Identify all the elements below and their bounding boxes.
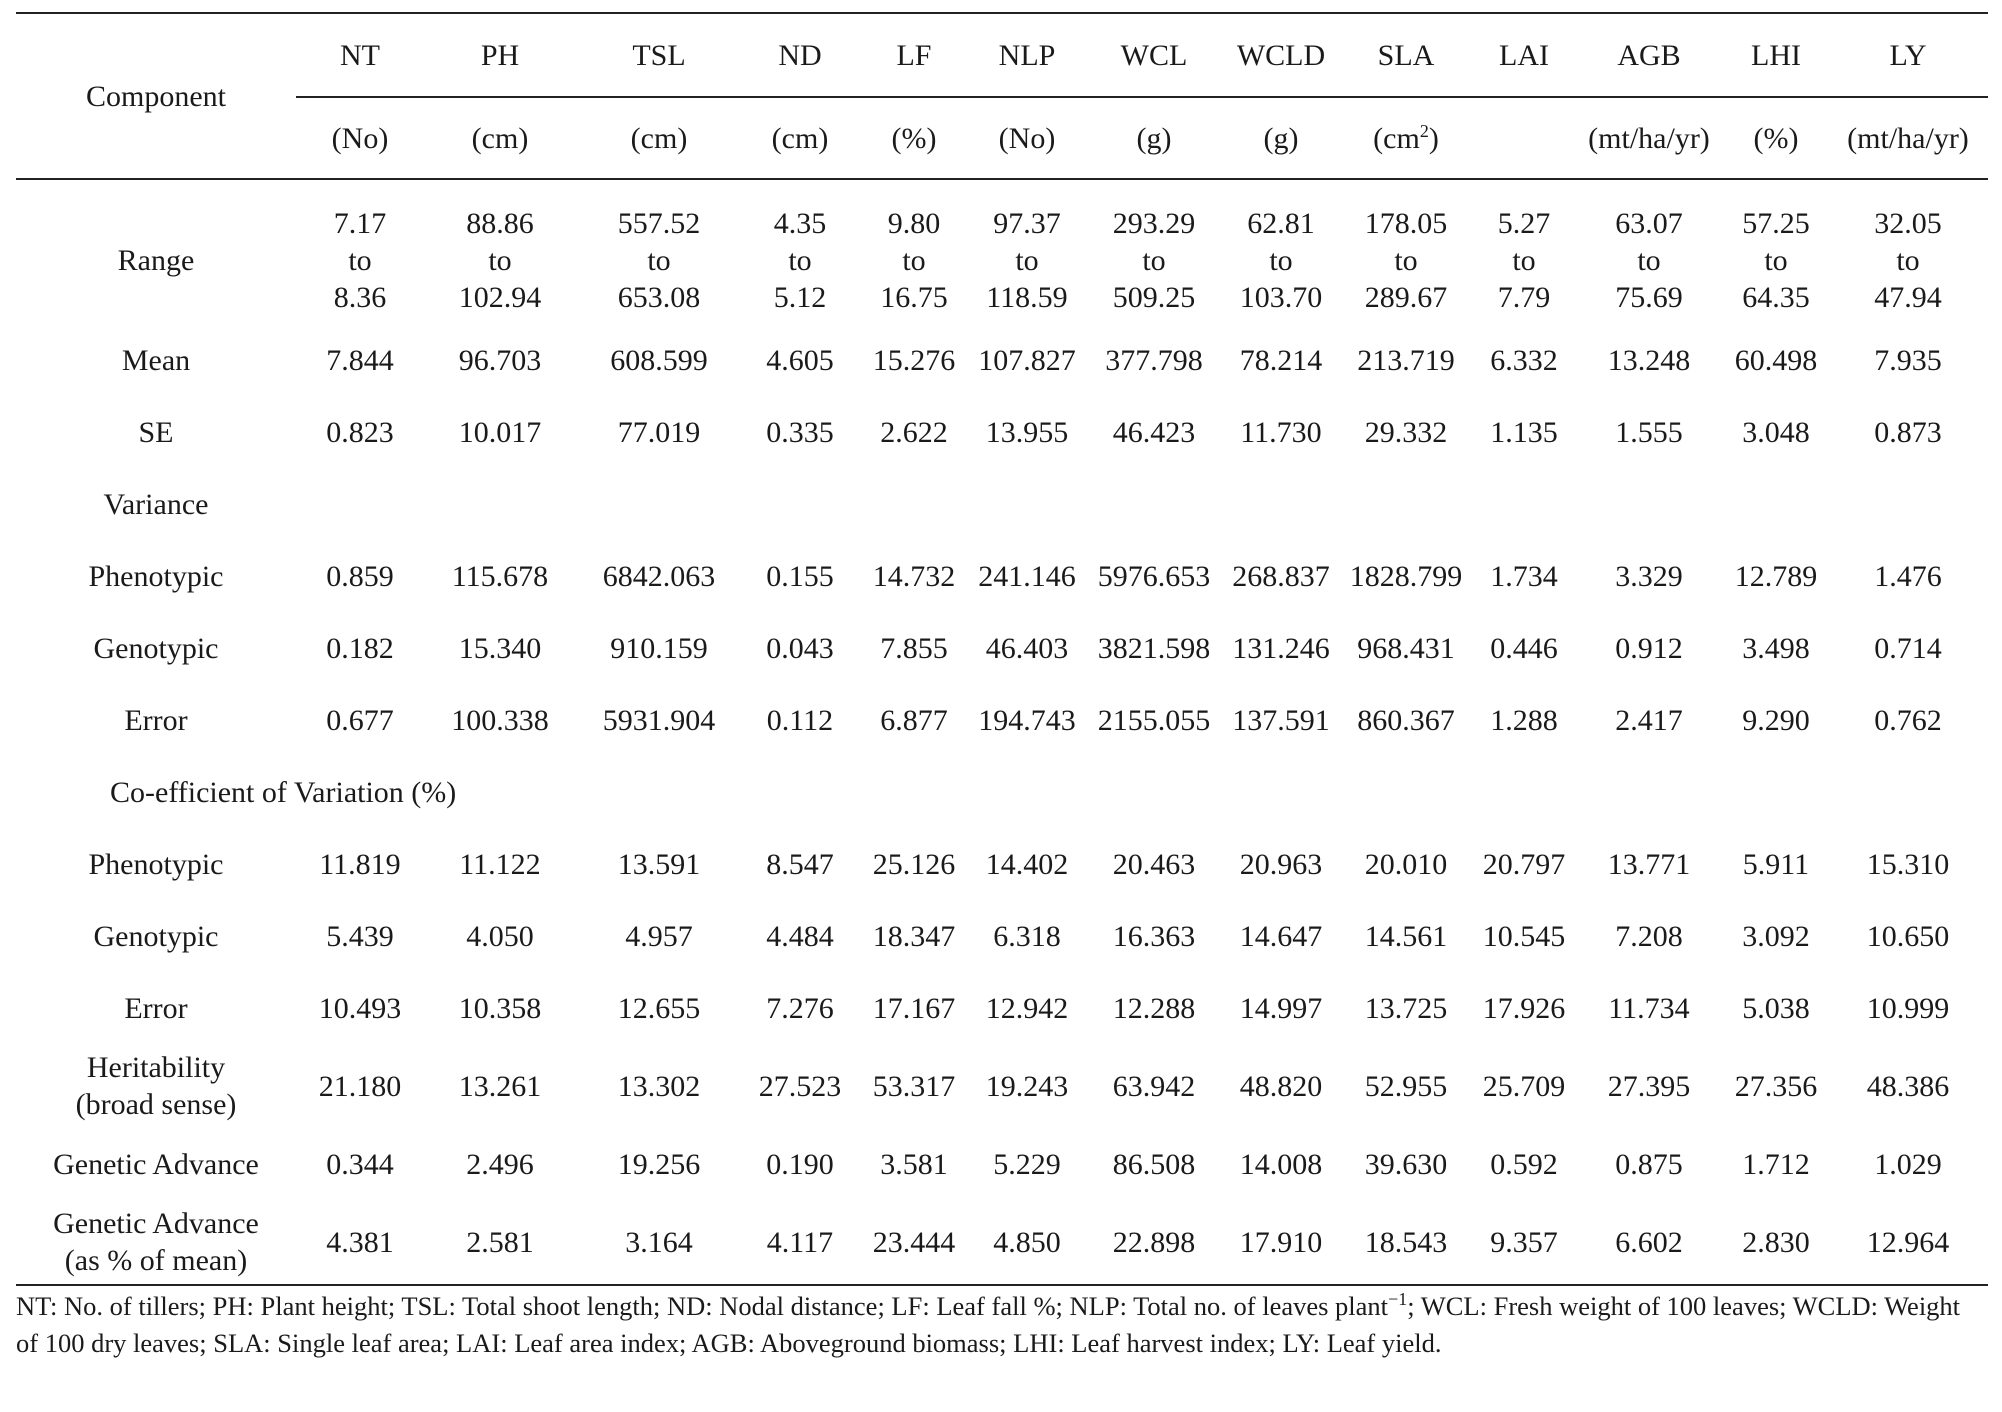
column-unit-nt: [296, 97, 424, 179]
cell-wcl: 377.798: [1105, 343, 1203, 377]
cell-ph: 100.338: [451, 703, 549, 737]
cell-sla: 52.955: [1364, 1069, 1448, 1103]
cell-tsl: 910.159: [610, 631, 708, 665]
column-unit-wcld: [1224, 97, 1338, 179]
row-label-line1: Mean: [121, 343, 191, 377]
row-label: [16, 1128, 296, 1200]
component-header: Component: [16, 13, 296, 179]
cell-ph: 15.340: [458, 631, 542, 665]
unit-superscript: 2: [1419, 120, 1429, 141]
range-cell-wcld: [1224, 179, 1338, 324]
cell-wcld: 78.214: [1239, 343, 1323, 377]
cell-lai: 1.135: [1490, 415, 1558, 449]
unit-text: (cm): [471, 121, 529, 155]
cell-lf: 17.167: [872, 991, 956, 1025]
column-unit-tsl: [576, 97, 742, 179]
section-heading: [16, 468, 1988, 540]
range-connector: to: [488, 243, 512, 277]
cell-sla: 860.367: [1357, 703, 1455, 737]
range-low: 88.86: [466, 206, 534, 240]
cell-nt: 10.493: [318, 991, 402, 1025]
table-row: [16, 900, 1988, 972]
range-cell-lai: [1474, 179, 1574, 324]
range-cell-ly: [1828, 179, 1988, 324]
table-row: [16, 828, 1988, 900]
cell-sla: 968.431: [1357, 631, 1455, 665]
range-high: 102.94: [458, 280, 542, 314]
cell-tsl: 77.019: [617, 415, 701, 449]
cell-sla: 1828.799: [1349, 559, 1463, 593]
cell-nd: 0.155: [766, 559, 834, 593]
table-header: [16, 13, 1988, 179]
cell-ph: 96.703: [458, 343, 542, 377]
cell-agb: 13.248: [1607, 343, 1691, 377]
column-unit-lhi: [1724, 97, 1828, 179]
row-label-line1: SE: [138, 415, 174, 449]
cell-wcld: 14.008: [1239, 1147, 1323, 1181]
range-connector: to: [1637, 243, 1661, 277]
row-label-line1: Genotypic: [93, 631, 219, 665]
cell-nlp: 19.243: [985, 1069, 1069, 1103]
cell-agb: 3.329: [1615, 559, 1683, 593]
cell-agb: 0.875: [1615, 1147, 1683, 1181]
cell-agb: 13.771: [1607, 847, 1691, 881]
cell-ly: 48.386: [1866, 1069, 1950, 1103]
cell-lf: 14.732: [872, 559, 956, 593]
cell-sla: 39.630: [1364, 1147, 1448, 1181]
cell-wcld: 48.820: [1239, 1069, 1323, 1103]
range-high: 8.36: [333, 280, 387, 314]
range-cell-lf: [858, 179, 970, 324]
cell-nd: 0.190: [766, 1147, 834, 1181]
row-label-line1: Genetic Advance: [53, 1207, 259, 1240]
row-label: [16, 900, 296, 972]
cell-nlp: 12.942: [985, 991, 1069, 1025]
cell-wcl: 5976.653: [1097, 559, 1211, 593]
column-header-wcld: WCLD: [1224, 13, 1338, 97]
table-row: [16, 540, 1988, 612]
column-unit-agb: [1574, 97, 1724, 179]
cell-lai: 0.592: [1490, 1147, 1558, 1181]
range-low: 9.80: [887, 206, 941, 240]
column-header-lf: LF: [858, 13, 970, 97]
range-cell-nt: [296, 179, 424, 324]
cell-lai: 6.332: [1490, 343, 1558, 377]
cell-agb: 0.912: [1615, 631, 1683, 665]
range-high: 16.75: [880, 280, 948, 314]
row-label-line1: Error: [124, 991, 188, 1025]
cell-nt: 11.819: [319, 847, 401, 881]
table-body: [16, 179, 1988, 1285]
section-row: [16, 468, 1988, 540]
cell-ly: 7.935: [1874, 343, 1942, 377]
cell-wcl: 3821.598: [1097, 631, 1211, 665]
cell-nd: 7.276: [766, 991, 834, 1025]
range-cell-lhi: [1724, 179, 1828, 324]
cell-ly: 15.310: [1866, 847, 1950, 881]
footnote-superscript: −1: [1388, 1289, 1408, 1310]
range-low: 97.37: [993, 206, 1061, 240]
cell-lai: 20.797: [1482, 847, 1566, 881]
cell-lhi: 3.092: [1742, 919, 1810, 953]
cell-lai: 25.709: [1482, 1069, 1566, 1103]
header-row-abbreviations: [16, 13, 1988, 97]
cell-agb: 6.602: [1574, 1200, 1724, 1285]
cell-tsl: 19.256: [617, 1147, 701, 1181]
cell-nt: 7.844: [326, 343, 394, 377]
cell-sla: 14.561: [1364, 919, 1448, 953]
cell-wcl: 16.363: [1112, 919, 1196, 953]
range-high: 118.59: [986, 280, 1068, 314]
cell-lhi: 3.498: [1742, 631, 1810, 665]
cell-ly: 0.762: [1874, 703, 1942, 737]
row-label: [16, 828, 296, 900]
column-unit-nd: [742, 97, 858, 179]
table-footnote: [16, 1288, 1988, 1362]
cell-lf: 7.855: [880, 631, 948, 665]
header-row-units: [16, 97, 1988, 179]
range-high: 289.67: [1364, 280, 1448, 314]
cell-lf: 23.444: [858, 1200, 970, 1285]
cell-tsl: 13.591: [617, 847, 701, 881]
row-label: [16, 612, 296, 684]
row-label: [16, 684, 296, 756]
range-high: 653.08: [617, 280, 701, 314]
cell-lf: 15.276: [872, 343, 956, 377]
cell-wcl: 22.898: [1084, 1200, 1224, 1285]
column-header-lhi: LHI: [1724, 13, 1828, 97]
table-row: [16, 684, 1988, 756]
table-row-range: [16, 179, 1988, 324]
cell-ph: 2.581: [424, 1200, 576, 1285]
cell-sla: 29.332: [1364, 415, 1448, 449]
section-label: Co-efficient of Variation (%): [110, 775, 457, 809]
row-label-range: Range: [117, 243, 195, 277]
cell-wcld: 14.997: [1239, 991, 1323, 1025]
range-cell-agb: [1574, 179, 1724, 324]
cell-nt: 5.439: [326, 919, 394, 953]
cell-sla: 20.010: [1364, 847, 1448, 881]
range-high: 509.25: [1112, 280, 1196, 314]
cell-wcld: 268.837: [1232, 559, 1330, 593]
cell-wcld: 11.730: [1240, 415, 1322, 449]
genetic-parameters-table-container: [16, 12, 1988, 1286]
cell-lhi: 5.911: [1742, 847, 1810, 881]
cell-tsl: 3.164: [576, 1200, 742, 1285]
range-connector: to: [1512, 243, 1536, 277]
cell-lf: 6.877: [880, 703, 948, 737]
cell-lf: 2.622: [880, 415, 948, 449]
cell-wcl: 46.423: [1112, 415, 1196, 449]
row-label-line2: (as % of mean): [64, 1244, 248, 1277]
unit-text: (g): [1136, 121, 1172, 155]
row-label: [16, 1044, 296, 1128]
column-header-tsl: TSL: [576, 13, 742, 97]
range-low: 293.29: [1112, 206, 1196, 240]
cell-tsl: 608.599: [610, 343, 708, 377]
cell-nlp: 4.850: [970, 1200, 1084, 1285]
cell-ly: 10.650: [1866, 919, 1950, 953]
column-unit-sla: [1338, 97, 1474, 179]
cell-nlp: 14.402: [985, 847, 1069, 881]
section-label: Variance: [103, 487, 209, 521]
row-label: [16, 1200, 296, 1285]
cell-nt: 4.381: [296, 1200, 424, 1285]
cell-nlp: 241.146: [978, 559, 1076, 593]
cell-nlp: 107.827: [978, 343, 1076, 377]
range-high: 5.12: [773, 280, 827, 314]
cell-ly: 12.964: [1828, 1200, 1988, 1285]
column-unit-lf: [858, 97, 970, 179]
footnote-text-part1: NT: No. of tillers; PH: Plant height; TSL: Total shoot length; ND: Nodal distance; LF: Leaf fall %; NLP: Total no. of leaves plant: [16, 1291, 1389, 1321]
cell-tsl: 12.655: [617, 991, 701, 1025]
unit-text: (No): [998, 121, 1056, 155]
genetic-parameters-table: [16, 12, 1988, 1286]
row-label: [16, 324, 296, 396]
cell-ph: 10.358: [458, 991, 542, 1025]
cell-nd: 0.335: [766, 415, 834, 449]
cell-lhi: 12.789: [1734, 559, 1818, 593]
column-unit-lai: [1474, 97, 1574, 179]
range-low: 557.52: [617, 206, 701, 240]
cell-wcl: 2155.055: [1097, 703, 1211, 737]
cell-ph: 13.261: [458, 1069, 542, 1103]
cell-lai: 1.734: [1490, 559, 1558, 593]
cell-nd: 27.523: [758, 1069, 842, 1103]
cell-agb: 27.395: [1607, 1069, 1691, 1103]
cell-wcl: 86.508: [1112, 1147, 1196, 1181]
range-connector: to: [348, 243, 372, 277]
cell-nd: 4.117: [742, 1200, 858, 1285]
range-high: 103.70: [1239, 280, 1323, 314]
range-low: 63.07: [1615, 206, 1683, 240]
cell-nt: 0.344: [326, 1147, 394, 1181]
cell-nd: 0.112: [766, 703, 834, 737]
cell-lhi: 9.290: [1742, 703, 1810, 737]
unit-text: (No): [331, 121, 389, 155]
range-high: 64.35: [1742, 280, 1810, 314]
column-header-nt: NT: [296, 13, 424, 97]
column-unit-ph: [424, 97, 576, 179]
cell-nt: 0.823: [326, 415, 394, 449]
cell-tsl: 13.302: [617, 1069, 701, 1103]
range-connector: to: [1896, 243, 1920, 277]
cell-lhi: 60.498: [1734, 343, 1818, 377]
range-connector: to: [1764, 243, 1788, 277]
table-row: [16, 324, 1988, 396]
row-label: [16, 396, 296, 468]
cell-lf: 53.317: [872, 1069, 956, 1103]
cell-ph: 115.678: [451, 559, 549, 593]
section-heading: [16, 756, 1988, 828]
column-header-ph: PH: [424, 13, 576, 97]
cell-lf: 3.581: [880, 1147, 948, 1181]
column-header-nlp: NLP: [970, 13, 1084, 97]
range-cell-nd: [742, 179, 858, 324]
row-label: [16, 972, 296, 1044]
table-row: [16, 1200, 1988, 1285]
column-unit-ly: [1828, 97, 1988, 179]
cell-nt: 0.182: [326, 631, 394, 665]
cell-nd: 8.547: [766, 847, 834, 881]
cell-ph: 11.122: [459, 847, 541, 881]
row-label: [16, 540, 296, 612]
cell-agb: 2.417: [1615, 703, 1683, 737]
cell-agb: 11.734: [1608, 991, 1690, 1025]
unit-text: (%): [1753, 121, 1799, 155]
cell-tsl: 6842.063: [602, 559, 716, 593]
column-unit-wcl: [1084, 97, 1224, 179]
row-label-line1: Phenotypic: [88, 559, 224, 593]
range-low: 57.25: [1742, 206, 1810, 240]
cell-tsl: 5931.904: [602, 703, 716, 737]
cell-nt: 21.180: [318, 1069, 402, 1103]
range-high: 75.69: [1615, 280, 1683, 314]
cell-wcld: 137.591: [1232, 703, 1330, 737]
range-low: 178.05: [1364, 206, 1448, 240]
unit-text: (%): [891, 121, 937, 155]
cell-wcl: 20.463: [1112, 847, 1196, 881]
cell-wcld: 17.910: [1224, 1200, 1338, 1285]
cell-lai: 10.545: [1482, 919, 1566, 953]
cell-ly: 0.873: [1874, 415, 1942, 449]
cell-nlp: 5.229: [993, 1147, 1061, 1181]
cell-nlp: 46.403: [985, 631, 1069, 665]
column-header-sla: SLA: [1338, 13, 1474, 97]
unit-text: (g): [1263, 121, 1299, 155]
range-cell-tsl: [576, 179, 742, 324]
cell-lhi: 5.038: [1742, 991, 1810, 1025]
column-header-lai: LAI: [1474, 13, 1574, 97]
range-low: 5.27: [1497, 206, 1551, 240]
row-label-line1: Error: [124, 703, 188, 737]
cell-lf: 18.347: [872, 919, 956, 953]
range-connector: to: [788, 243, 812, 277]
cell-ly: 10.999: [1866, 991, 1950, 1025]
cell-lai: 1.288: [1490, 703, 1558, 737]
cell-agb: 1.555: [1615, 415, 1683, 449]
cell-lai: 9.357: [1474, 1200, 1574, 1285]
table-row: [16, 972, 1988, 1044]
range-low: 32.05: [1874, 206, 1942, 240]
range-connector: to: [647, 243, 671, 277]
range-cell-ph: [424, 179, 576, 324]
footnote-text-part2: ; WCL: Fresh weight of 100 leaves; WCLD: Weight of 100 dry leaves; SLA: Single leaf area; LAI: Leaf area index; AGB: Aboveground biomass; LHI: Leaf harvest index; LY: Leaf yield.: [16, 1291, 1961, 1358]
range-low: 62.81: [1247, 206, 1315, 240]
section-row: [16, 756, 1988, 828]
range-cell-nlp: [970, 179, 1084, 324]
table-row: [16, 396, 1988, 468]
cell-agb: 7.208: [1615, 919, 1683, 953]
cell-lf: 25.126: [872, 847, 956, 881]
cell-wcld: 20.963: [1239, 847, 1323, 881]
cell-nd: 4.605: [766, 343, 834, 377]
range-cell-wcl: [1084, 179, 1224, 324]
unit-text: (cm): [771, 121, 829, 155]
cell-nd: 0.043: [766, 631, 834, 665]
range-cell-sla: [1338, 179, 1474, 324]
range-low: 4.35: [773, 206, 827, 240]
column-unit-nlp: [970, 97, 1084, 179]
cell-nt: 0.859: [326, 559, 394, 593]
table-row: [16, 612, 1988, 684]
range-high: 47.94: [1874, 280, 1942, 314]
range-connector: to: [1394, 243, 1418, 277]
cell-nlp: 194.743: [978, 703, 1076, 737]
cell-nd: 4.484: [766, 919, 834, 953]
cell-lai: 0.446: [1490, 631, 1558, 665]
cell-sla: 213.719: [1357, 343, 1455, 377]
cell-wcl: 63.942: [1112, 1069, 1196, 1103]
cell-wcld: 131.246: [1232, 631, 1330, 665]
cell-sla: 13.725: [1364, 991, 1448, 1025]
cell-ly: 1.476: [1874, 559, 1942, 593]
range-connector: to: [1015, 243, 1039, 277]
column-header-wcl: WCL: [1084, 13, 1224, 97]
cell-sla: 18.543: [1338, 1200, 1474, 1285]
cell-ph: 4.050: [466, 919, 534, 953]
unit-text-tail: ): [1428, 121, 1439, 155]
cell-nlp: 6.318: [993, 919, 1061, 953]
table-row: [16, 1044, 1988, 1128]
cell-ph: 2.496: [466, 1147, 534, 1181]
cell-ph: 10.017: [458, 415, 542, 449]
row-label-line1: Genotypic: [93, 919, 219, 953]
cell-lhi: 3.048: [1742, 415, 1810, 449]
unit-text: (cm): [630, 121, 688, 155]
range-low: 7.17: [333, 206, 387, 240]
range-connector: to: [1269, 243, 1293, 277]
cell-nlp: 13.955: [985, 415, 1069, 449]
row-label-line2: (broad sense): [75, 1088, 237, 1121]
cell-wcld: 14.647: [1239, 919, 1323, 953]
row-label-line1: Phenotypic: [88, 847, 224, 881]
range-connector: to: [1142, 243, 1166, 277]
row-label-line1: Genetic Advance: [53, 1147, 259, 1181]
range-high: 7.79: [1497, 280, 1551, 314]
unit-text: (mt/ha/yr): [1847, 121, 1969, 155]
cell-ly: 0.714: [1874, 631, 1942, 665]
cell-wcl: 12.288: [1112, 991, 1196, 1025]
cell-lhi: 27.356: [1734, 1069, 1818, 1103]
row-label-line1: Heritability: [86, 1051, 226, 1084]
unit-text: (cm: [1373, 121, 1420, 155]
column-header-ly: LY: [1828, 13, 1988, 97]
column-header-nd: ND: [742, 13, 858, 97]
table-row: [16, 1128, 1988, 1200]
cell-lhi: 2.830: [1724, 1200, 1828, 1285]
cell-lhi: 1.712: [1742, 1147, 1810, 1181]
cell-tsl: 4.957: [625, 919, 693, 953]
cell-lai: 17.926: [1482, 991, 1566, 1025]
column-header-agb: AGB: [1574, 13, 1724, 97]
cell-ly: 1.029: [1874, 1147, 1942, 1181]
range-connector: to: [902, 243, 926, 277]
unit-text: (mt/ha/yr): [1588, 121, 1710, 155]
cell-nt: 0.677: [326, 703, 394, 737]
